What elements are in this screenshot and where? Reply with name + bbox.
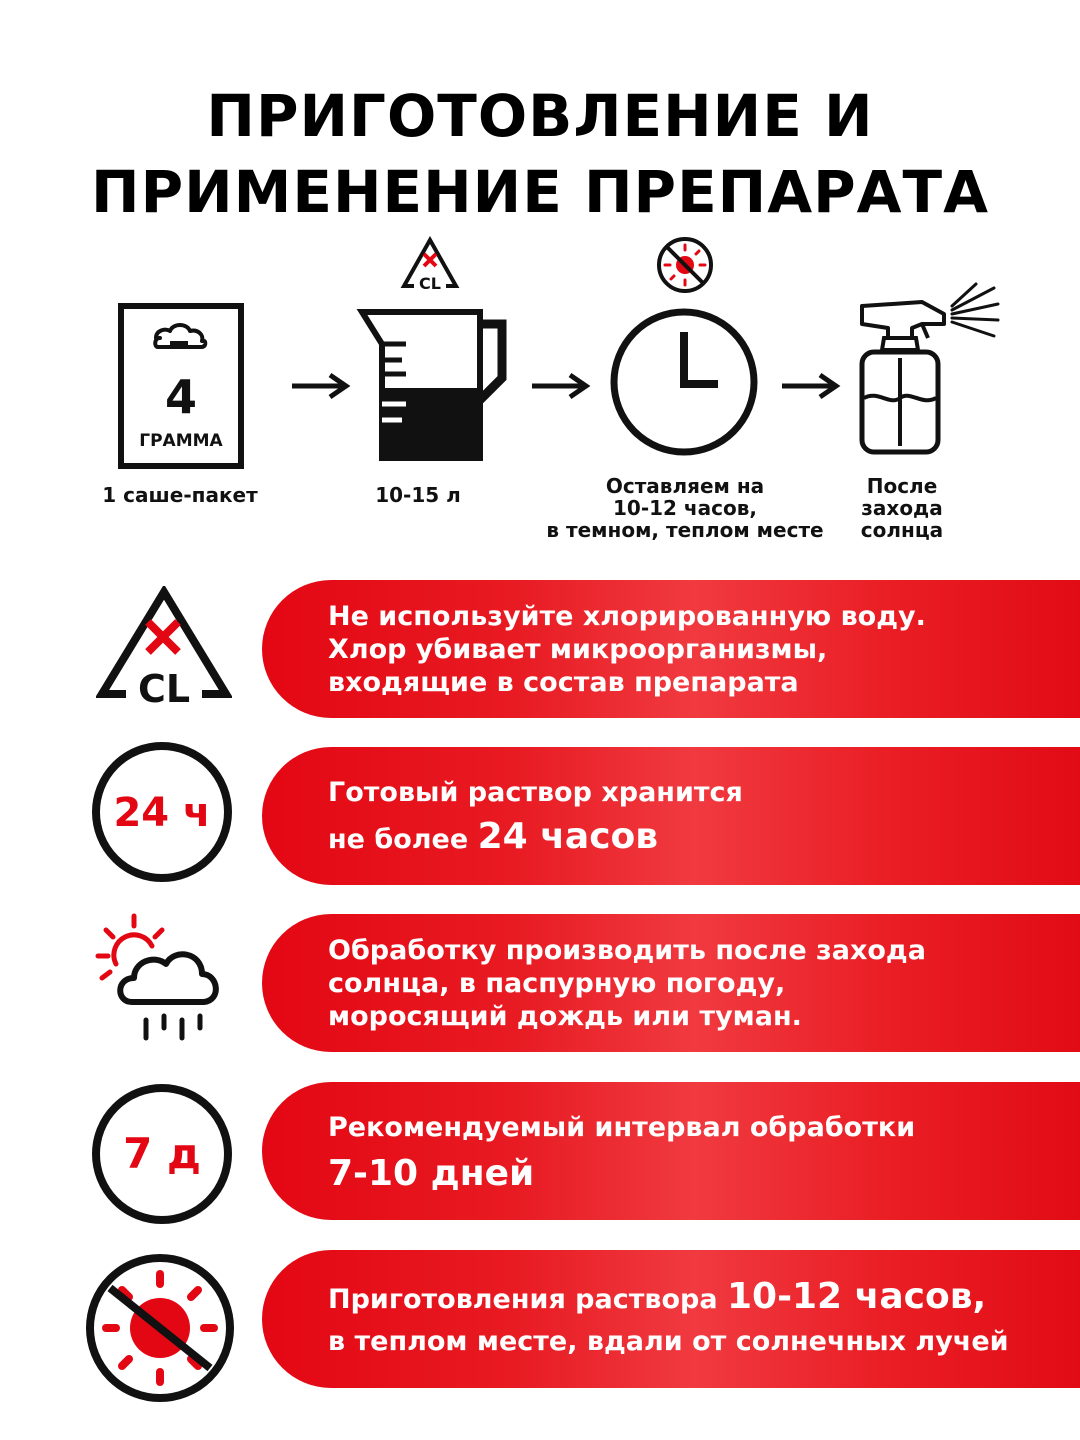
step-label-sachet: 1 саше-пакет: [102, 483, 258, 507]
no-chlorine-icon: [400, 236, 460, 292]
rule-3-line-1: Обработку производить после захода: [328, 934, 926, 966]
rule-2-line-2-prefix: не более: [328, 823, 478, 855]
spray-bottle-icon: [852, 280, 1002, 460]
rule-banner-interval: [262, 1082, 1080, 1220]
rule-1-line-2: Хлор убивает микроорганизмы,: [328, 633, 828, 665]
step-label-clock-line-3: в темном, теплом месте: [546, 518, 824, 542]
rule-5-line-1-prefix: Приготовления раствора: [328, 1283, 727, 1315]
sachet-icon: [118, 303, 244, 469]
rule-1-line-3: входящие в состав препарата: [328, 666, 799, 698]
rule-banner-weather: [262, 914, 1080, 1052]
rule-banner-preparation: [262, 1250, 1080, 1388]
rule-4-line-1: Рекомендуемый интервал обработки: [328, 1112, 916, 1143]
step-label-spray-line-2: захода: [861, 496, 943, 520]
no-sun-icon: [84, 1252, 236, 1404]
rule-1-line-1: Не используйте хлорированную воду.: [328, 600, 926, 632]
rule-4-emphasis: 7-10 дней: [328, 1153, 535, 1194]
rule-2-emphasis: 24 часов: [477, 815, 659, 857]
step-label-clock-line-2: 10-12 часов,: [612, 496, 757, 520]
interval-label: 7 д: [123, 1129, 201, 1178]
step-label-clock: [530, 475, 840, 541]
rule-3-line-3: моросящий дождь или туман.: [328, 1000, 802, 1032]
rule-5-emphasis: 10-12 часов,: [726, 1275, 987, 1317]
rule-2-line-1: Готовый раствор хранится: [328, 776, 743, 808]
storage-time-label: 24 ч: [113, 790, 211, 836]
rule-3-line-2: солнца, в паспурную погоду,: [328, 967, 786, 999]
page-title: [0, 78, 1080, 230]
step-label-spray-line-1: После: [866, 474, 938, 498]
sachet-unit: ГРАММА: [139, 431, 223, 451]
no-sun-badge-icon: [655, 235, 715, 295]
step-label-clock-line-1: Оставляем на: [605, 474, 765, 498]
sachet-number: 4: [164, 370, 198, 424]
measuring-jug-icon: [356, 308, 508, 464]
arrow-right-icon: [290, 372, 352, 400]
arrow-right-icon: [780, 372, 842, 400]
rule-banner-storage: [262, 747, 1080, 885]
arrow-right-icon: [530, 372, 592, 400]
title-line-1: ПРИГОТОВЛЕНИЕ И: [206, 82, 874, 150]
chlorine-label: CL: [137, 667, 191, 706]
title-line-2: ПРИМЕНЕНИЕ ПРЕПАРАТА: [91, 158, 989, 226]
step-label-jug: 10-15 л: [375, 483, 461, 507]
rule-banner-chlorine: [262, 580, 1080, 718]
step-label-spray-line-3: солнца: [860, 518, 944, 542]
no-chlorine-icon: [96, 586, 232, 706]
interval-circle-icon: [90, 1082, 234, 1226]
rule-5-line-2: в теплом месте, вдали от солнечных лучей: [328, 1325, 1009, 1357]
clock-icon: [608, 306, 760, 458]
timer-circle-icon: [90, 740, 234, 884]
chlorine-label: CL: [419, 274, 441, 292]
weather-sun-cloud-rain-icon: [94, 912, 230, 1048]
step-label-spray: [840, 475, 964, 541]
